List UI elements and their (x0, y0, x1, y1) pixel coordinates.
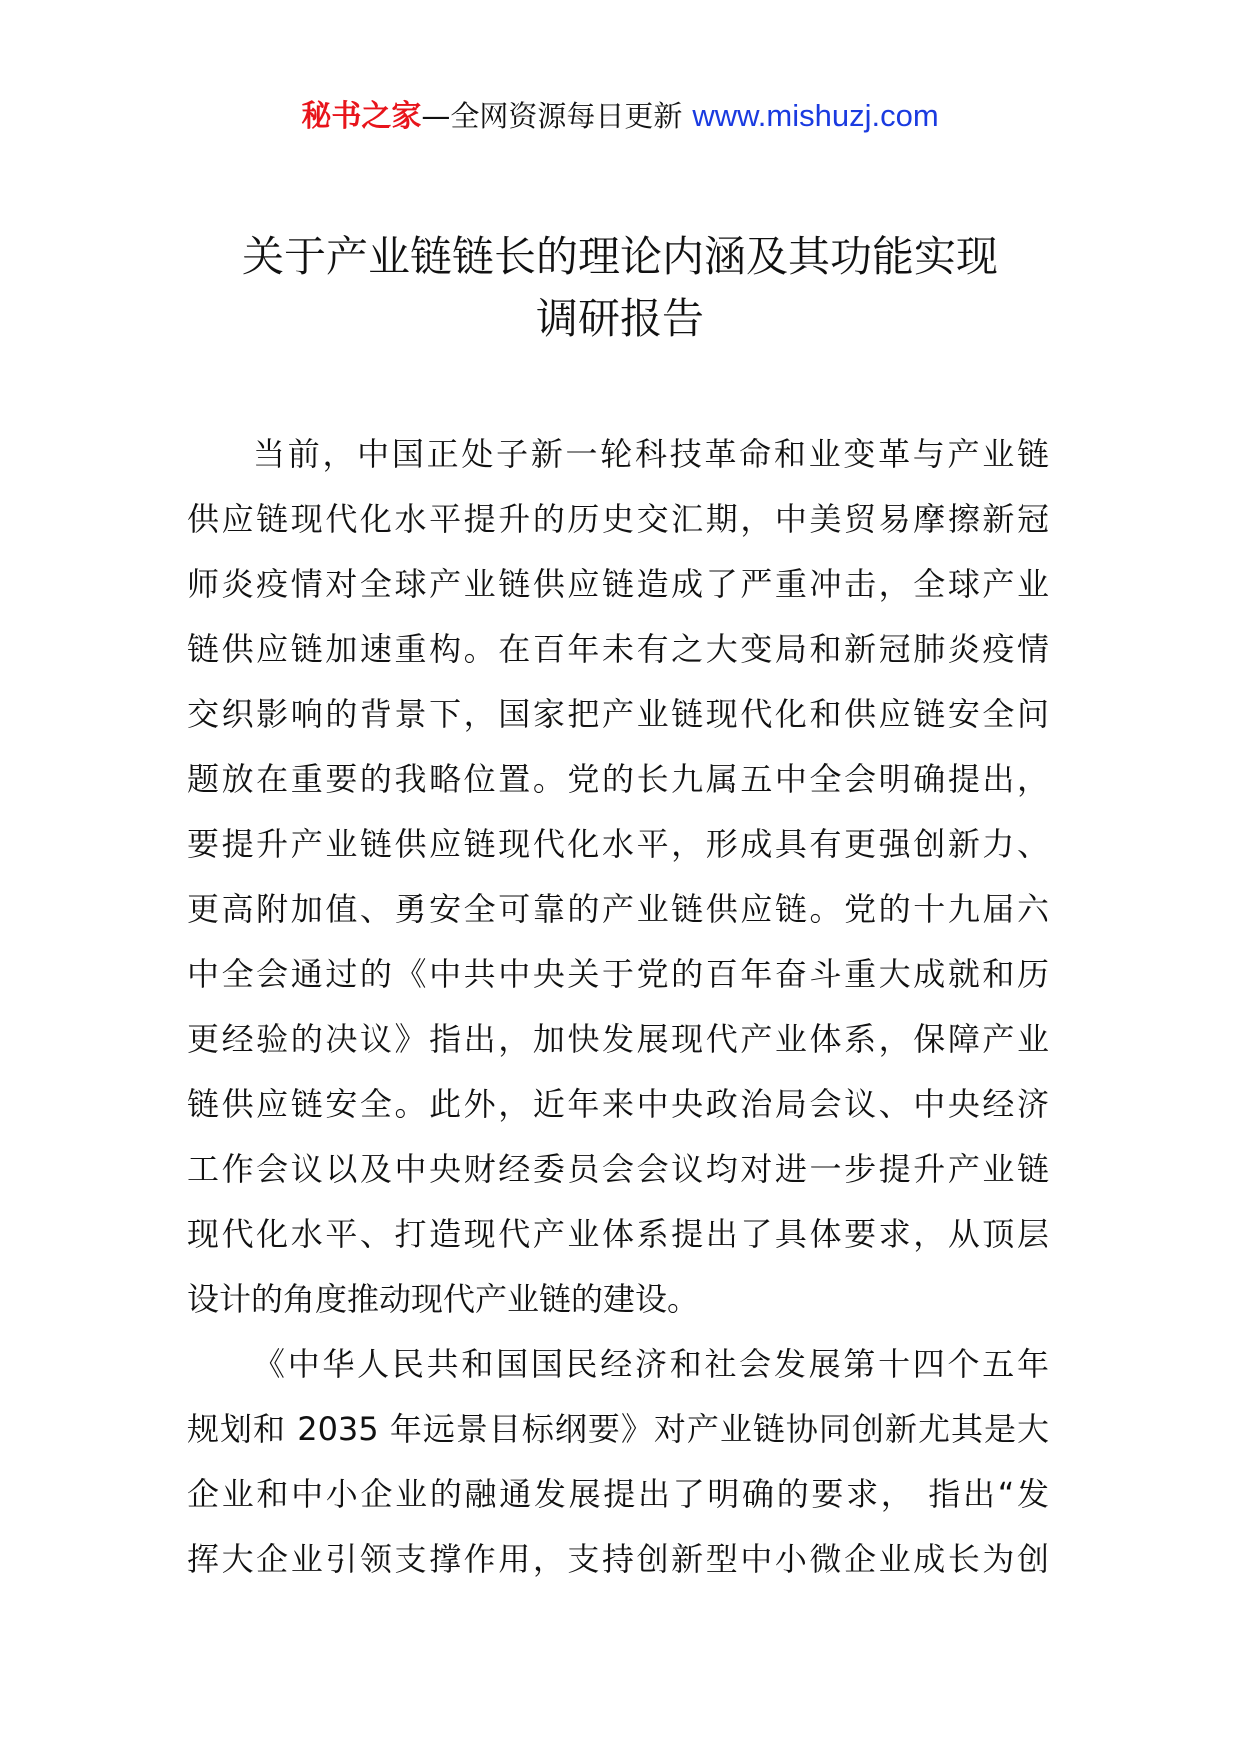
text-line: 规划和 2035 年远景目标纲要》对产业链协同创新尤其是大 (187, 1410, 1049, 1448)
brand-name: 秘书之家 (301, 99, 422, 134)
text-line: 师炎疫情对全球产业链供应链造成了严重冲击，全球产业 (187, 565, 1049, 603)
text-line: 题放在重要的我略位置。党的长九属五中全会明确提出， (187, 760, 1049, 798)
site-header (0, 96, 1240, 137)
text-line: 当前，中国正处子新一轮科技革命和业变革与产业链 (253, 435, 1049, 473)
title-line: 关于产业链链长的理论内涵及其功能实现 (241, 232, 998, 281)
text-line: 要提升产业链供应链现代化水平，形成具有更强创新力、 (187, 825, 1049, 863)
text-line: 更经验的决议》指出，加快发展现代产业体系，保障产业 (187, 1020, 1049, 1058)
title-line: 调研报告 (535, 294, 704, 343)
text-line: 链供应链安全。此外，近年来中央政治局会议、中央经济 (187, 1085, 1049, 1123)
header-tagline: 全网资源每日更新 (450, 99, 683, 133)
header-dash: — (421, 99, 451, 133)
text-line: 设计的角度推动现代产业链的建设。 (187, 1280, 700, 1318)
text-line: 《中华人民共和国国民经济和社会发展第十四个五年 (253, 1345, 1049, 1383)
paragraph-1 (187, 422, 1049, 1332)
document-body (187, 422, 1049, 1592)
text-line: 交织影响的背景下，国家把产业链现代化和供应链安全问 (187, 695, 1049, 733)
site-url-link[interactable]: www.mishuzj.com (692, 98, 939, 133)
text-line: 供应链现代化水平提升的历史交汇期，中美贸易摩擦新冠 (187, 500, 1049, 538)
text-line: 更高附加值、勇安全可靠的产业链供应链。党的十九届六 (187, 890, 1049, 928)
text-line: 工作会议以及中央财经委员会会议均对进一步提升产业链 (187, 1150, 1049, 1188)
paragraph-2 (187, 1332, 1049, 1592)
text-line: 企业和中小企业的融通发展提出了明确的要求， 指出“发 (187, 1475, 1049, 1513)
text-line: 链供应链加速重构。在百年未有之大变局和新冠肺炎疫情 (187, 630, 1049, 668)
document-title (160, 226, 1080, 350)
text-line: 中全会通过的《中共中央关于党的百年奋斗重大成就和历 (187, 955, 1049, 993)
text-line: 现代化水平、打造现代产业体系提出了具体要求，从顶层 (187, 1215, 1049, 1253)
text-line: 挥大企业引领支撑作用，支持创新型中小微企业成长为创 (187, 1540, 1049, 1578)
